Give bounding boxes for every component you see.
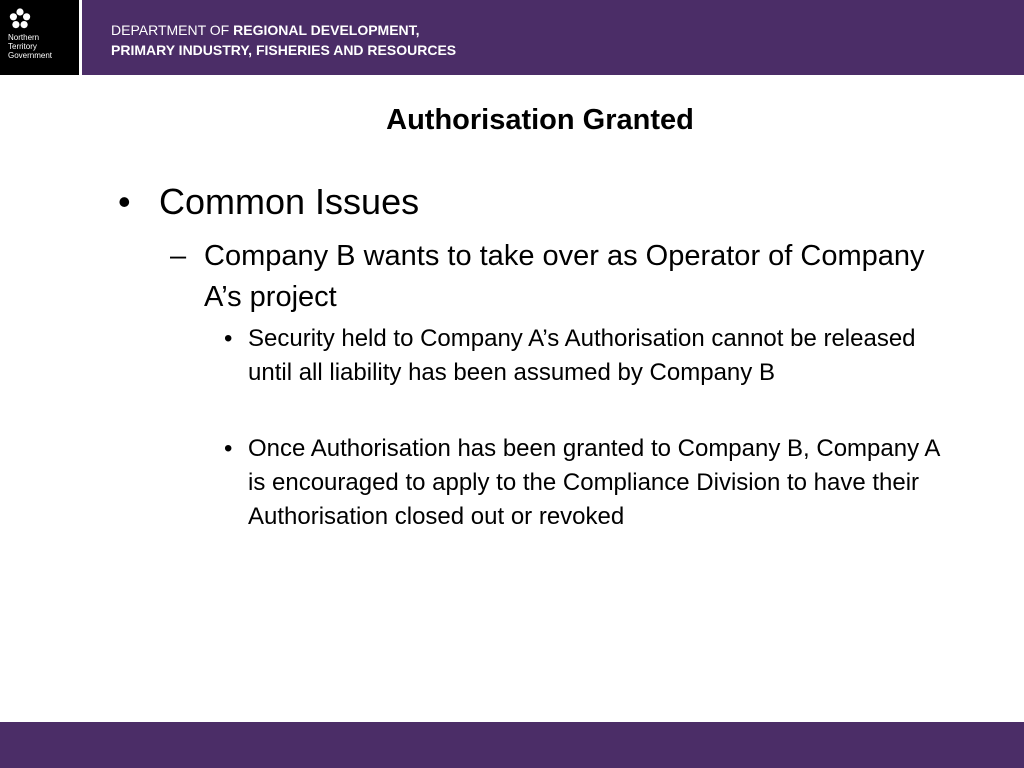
dash-marker: – <box>170 240 187 272</box>
department-line-2: PRIMARY INDUSTRY, FISHERIES AND RESOURCES <box>111 42 457 58</box>
level2-text: Company B wants to take over as Operator of Company A’s project <box>204 240 925 313</box>
bullet-marker: • <box>118 181 131 222</box>
bullet-marker: • <box>224 435 233 462</box>
level3-item <box>224 432 944 534</box>
slide-title: Authorisation Granted <box>386 104 694 136</box>
footer-band <box>0 722 1024 768</box>
nt-government-logo <box>0 0 82 75</box>
level2-item <box>170 236 930 318</box>
header-banner <box>0 0 1024 75</box>
flower-icon <box>9 8 31 30</box>
logo-line-3: Government <box>8 51 53 60</box>
level3-text: Once Authorisation has been granted to Company B, Company A is encouraged to apply to the Compliance Division to have their Authorisation closed out or revoked <box>248 435 940 530</box>
department-bold-1: REGIONAL DEVELOPMENT, <box>233 22 420 38</box>
level3-text: Security held to Company A’s Authorisation cannot be released until all liability has been assumed by Company B <box>248 325 916 386</box>
logo-text <box>8 33 80 60</box>
department-name <box>111 20 456 60</box>
department-prefix: DEPARTMENT OF <box>111 22 234 38</box>
level1-text: Common Issues <box>159 181 420 222</box>
logo-line-2: Territory <box>8 42 37 51</box>
logo-line-1: Northern <box>8 33 40 42</box>
bullet-marker: • <box>224 325 233 352</box>
level3-item <box>224 322 944 390</box>
department-line-1 <box>111 20 456 40</box>
